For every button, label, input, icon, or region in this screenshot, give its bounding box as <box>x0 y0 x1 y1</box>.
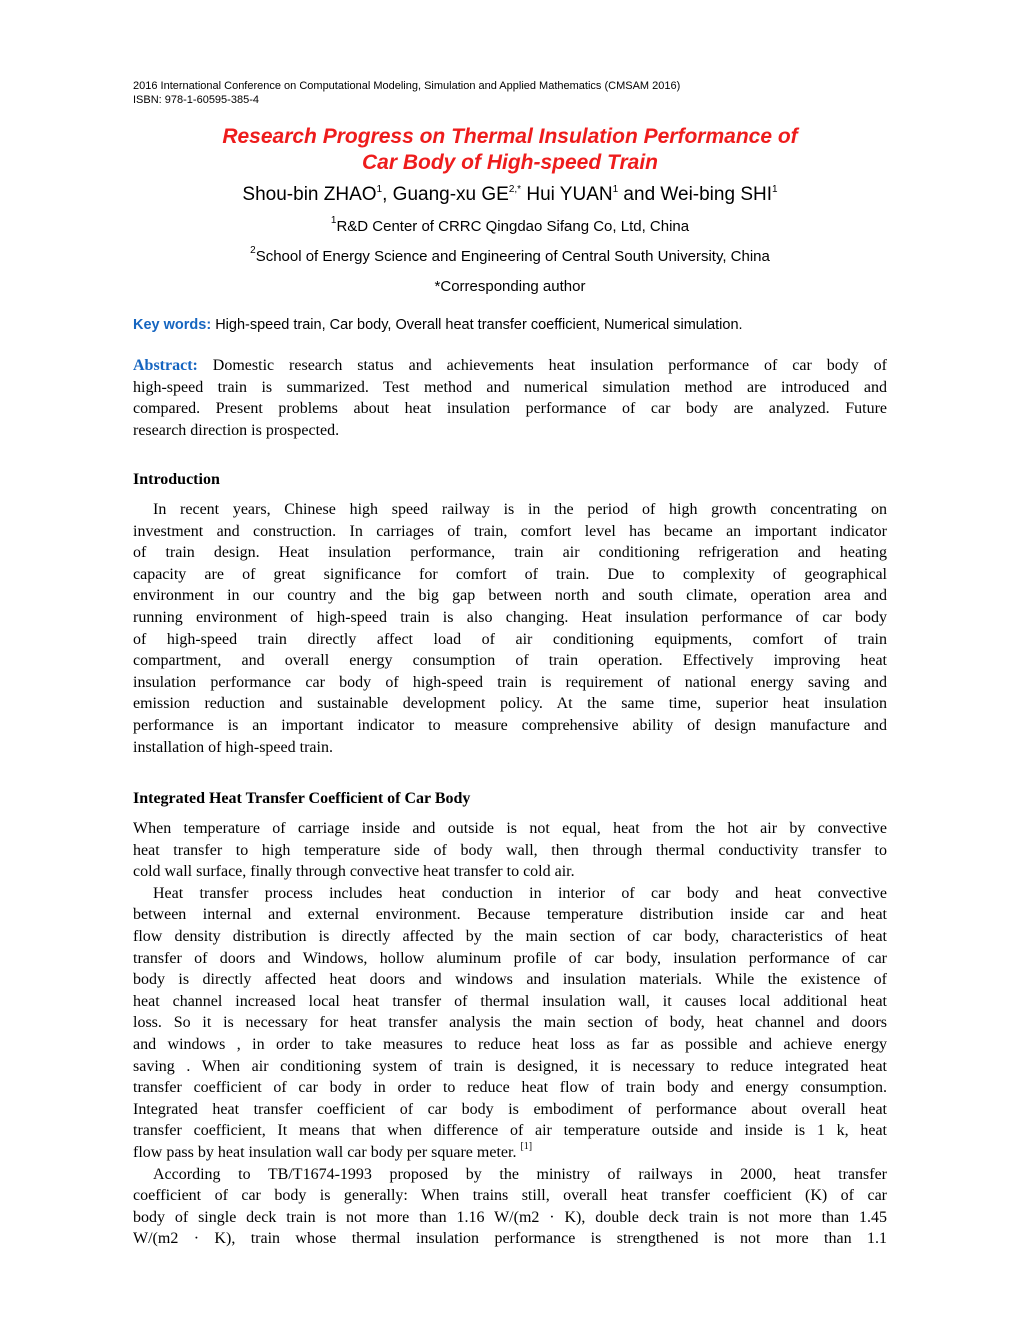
paragraph-line: investment and construction. In carriages of train, comfort level has became an important indicator <box>133 522 887 540</box>
paragraph-line: of high-speed train directly affect load of air conditioning equipments, comfort of train <box>133 630 887 648</box>
paragraph-line: of train design. Heat insulation performance, train air conditioning refrigeration and heating <box>133 544 887 562</box>
paragraph-line: transfer coefficient, It means that when difference of air temperature outside and inside is 1 k, heat <box>133 1122 887 1140</box>
paragraph-line: loss. So it is necessary for heat transfer analysis the main section of body, heat channel and doors <box>133 1014 887 1032</box>
author-name: and Wei-bing SHI <box>618 184 772 205</box>
author-name: Hui YUAN <box>521 184 613 205</box>
paragraph-line: In recent years, Chinese high speed railway is in the period of high growth concentrating on <box>153 501 887 518</box>
keywords <box>133 316 887 334</box>
paragraph-line: Integrated heat transfer coefficient of car body is embodiment of performance about overall heat <box>133 1100 887 1118</box>
author-affiliation-mark: 1 <box>376 184 383 195</box>
paragraph-line: Heat transfer process includes heat conduction in interior of car body and heat convective <box>153 884 887 902</box>
paragraph-line: and windows , in order to take measures to reduce heat loss as far as possible and achieve energy <box>133 1035 887 1053</box>
paragraph-line: saving . When air conditioning system of train is designed, it is necessary to reduce integrated heat <box>133 1057 887 1075</box>
paragraph-line: emission reduction and sustainable development policy. At the same time, superior heat insulation <box>133 695 887 713</box>
paragraph-line: coefficient of car body is generally: When trains still, overall heat transfer coefficient (K) of car <box>133 1187 887 1205</box>
author-name: , Guang-xu GE <box>382 184 509 205</box>
section-heading-integrated-heat-transfer: Integrated Heat Transfer Coefficient of Car Body <box>133 790 471 807</box>
paragraph-line: running environment of high-speed train is also changing. Heat insulation performance of car body <box>133 608 887 626</box>
abstract-line <box>133 355 887 377</box>
paragraph-line: transfer of doors and Windows, hollow aluminum profile of car body, insulation performance of car <box>133 949 887 967</box>
abstract-line: research direction is prospected. <box>133 421 340 439</box>
paragraph-line: environment in our country and the big gap between north and south climate, operation area and <box>133 587 887 605</box>
paragraph-line: body of single deck train is not more than 1.16 W/(m2 · K), double deck train is not more than 1.45 <box>133 1208 887 1226</box>
paragraph-line: body is directly affected heat doors and windows and insulation materials. While the existence of <box>133 971 887 989</box>
abstract-line: high-speed train is summarized. Test method and numerical simulation method are introduced and <box>133 378 887 396</box>
abstract-line: compared. Present problems about heat insulation performance of car body are analyzed. Future <box>133 400 887 418</box>
author-affiliation-mark: 1 <box>772 184 778 195</box>
affiliation-text: School of Energy Science and Engineering of Central South University, China <box>255 248 770 265</box>
paragraph-line <box>133 1142 887 1164</box>
paragraph-line: installation of high-speed train. <box>133 738 333 756</box>
conference-line: 2016 International Conference on Computational Modeling, Simulation and Applied Mathematics (CMSAM 2016) <box>133 80 681 92</box>
isbn-line: ISBN: 978-1-60595-385-4 <box>133 94 259 106</box>
section-heading-introduction: Introduction <box>133 471 220 488</box>
affiliation-1 <box>133 215 887 236</box>
paragraph-line: between internal and external environment. Because temperature distribution inside car and heat <box>133 906 887 924</box>
paragraph-line: flow density distribution is directly affected by the main section of car body, characteristics of heat <box>133 927 887 945</box>
affiliation-mark: 2 <box>250 245 256 256</box>
paragraph-line: compartment, and overall energy consumption of train operation. Effectively improving heat <box>133 652 887 670</box>
section2-paragraph-2 <box>133 883 887 1164</box>
title-line-1: Research Progress on Thermal Insulation Performance of <box>222 125 798 148</box>
paragraph-line: performance is an important indicator to measure comprehensive ability of design manufacture and <box>133 716 887 734</box>
paragraph-line: W/(m2 · K), train whose thermal insulation performance is strengthened is not more than 1.1 <box>133 1230 887 1248</box>
paragraph-line: According to TB/T1674-1993 proposed by the ministry of railways in 2000, heat transfer <box>153 1165 887 1183</box>
abstract <box>133 355 887 441</box>
affiliation-text: R&D Center of CRRC Qingdao Sifang Co, Ltd, China <box>336 218 690 235</box>
paragraph-line: capacity are of great significance for comfort of train. Due to complexity of geographical <box>133 565 887 583</box>
introduction-body <box>133 499 887 758</box>
abstract-text: Domestic research status and achievements heat insulation performance of car body of <box>197 357 887 374</box>
paragraph-line: When temperature of carriage inside and outside is not equal, heat from the hot air by convective <box>133 820 887 837</box>
conference-header <box>133 79 680 107</box>
paragraph-line: cold wall surface, finally through convective heat transfer to cold air. <box>133 863 575 881</box>
citation-reference: [1] <box>520 1140 533 1152</box>
author-affiliation-mark: 1 <box>612 184 619 195</box>
section2-paragraph-3 <box>133 1164 887 1250</box>
paper-title <box>133 124 887 176</box>
affiliation-2 <box>133 245 887 266</box>
title-line-2: Car Body of High-speed Train <box>362 151 658 174</box>
paragraph-line: heat channel increased local heat transfer of thermal insulation wall, it causes local additional heat <box>133 992 887 1010</box>
keywords-label: Key words: <box>133 317 212 333</box>
paragraph-line: heat transfer to high temperature side of body wall, then through thermal conductivity transfer to <box>133 841 887 859</box>
author-list <box>133 183 887 207</box>
abstract-label: Abstract: <box>133 357 198 374</box>
keywords-text: High-speed train, Car body, Overall heat transfer coefficient, Numerical simulation. <box>211 317 743 333</box>
paragraph-line: transfer coefficient of car body in order to reduce heat flow of train body and energy consumption. <box>133 1079 887 1097</box>
author-name: Shou-bin ZHAO <box>242 184 377 205</box>
section2-paragraph-1 <box>133 818 887 883</box>
author-affiliation-mark: 2,* <box>508 184 522 195</box>
affiliation-mark: 1 <box>330 215 337 226</box>
corresponding-author-note: *Corresponding author <box>434 278 586 295</box>
paragraph-line: insulation performance car body of high-speed train is requirement of national energy saving and <box>133 673 887 691</box>
paragraph-text: flow pass by heat insulation wall car body per square meter. <box>133 1143 521 1161</box>
